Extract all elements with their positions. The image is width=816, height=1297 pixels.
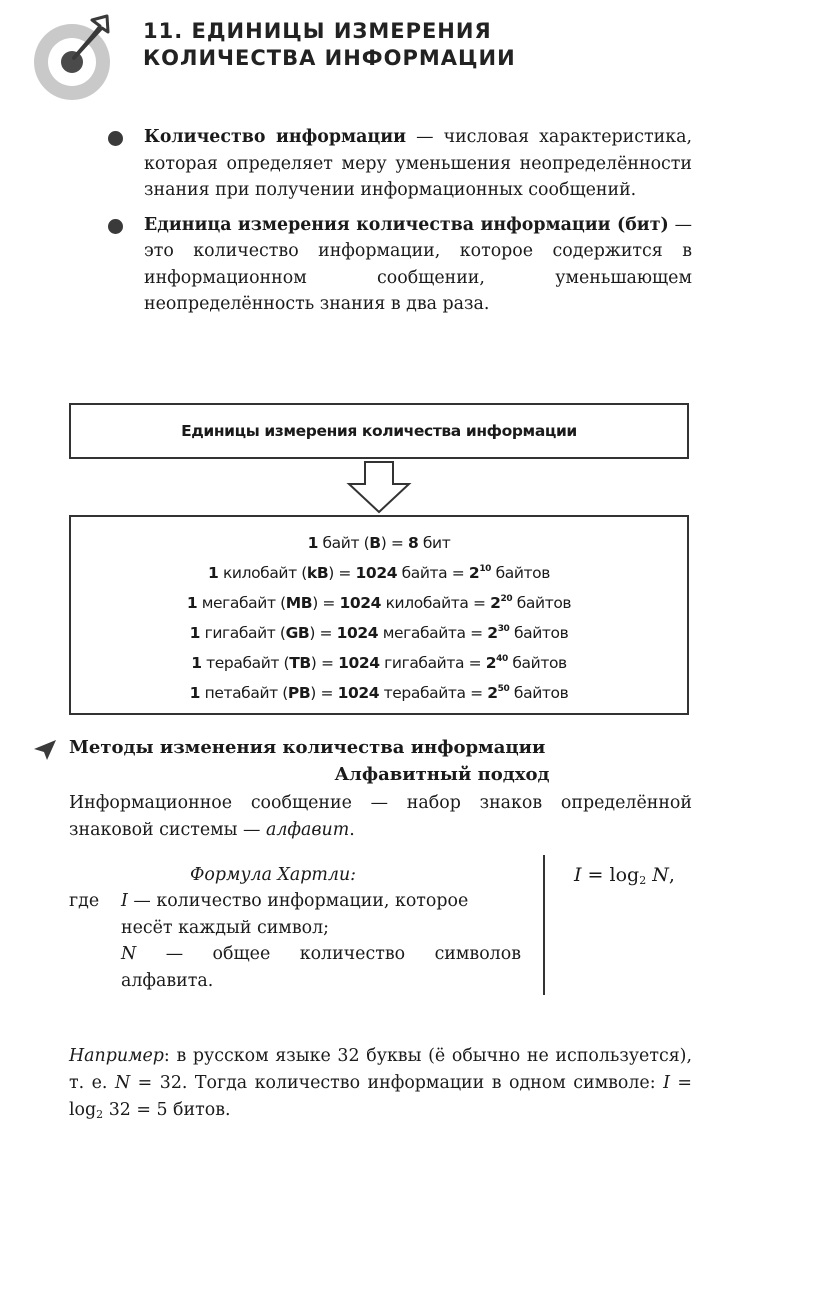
approach-heading: Алфавитный подход bbox=[334, 764, 550, 785]
definition-item bbox=[108, 124, 692, 204]
unit-row-terabyte: 1 терабайт (TB) = 1024 гигабайта = $2^{40}$ байтов bbox=[191, 654, 567, 672]
unit-row-petabyte: 1 петабайт (PB) = 1024 терабайта = $2^{50}$ байтов bbox=[189, 684, 569, 702]
definition-text: — числовая характеристика, которая определяет меру уменьшения неопределённости знания при получении информационных сообщений. bbox=[144, 127, 692, 200]
definition-term: Единица измерения количества информации (бит) bbox=[144, 214, 669, 235]
definition-item bbox=[108, 212, 692, 318]
formula-divider bbox=[543, 855, 545, 995]
example-paragraph: Например: в русском языке 32 буквы (ё обычно не используется), т. е. N = 32. Тогда количество информации в одном символе: $I = \log_2 32 = 5$ битов. bbox=[69, 1046, 693, 1121]
unit-row-megabyte: 1 мегабайт (MB) = 1024 килобайта = $2^{20}$ байтов bbox=[186, 594, 572, 612]
units-title-box bbox=[69, 403, 689, 459]
title-line-2: КОЛИЧЕСТВА ИНФОРМАЦИИ bbox=[143, 46, 516, 70]
pointer-arrow-icon bbox=[33, 739, 57, 761]
hartley-formula: $I = \log_2 N$, bbox=[574, 864, 675, 887]
units-table bbox=[69, 515, 689, 715]
methods-heading: Методы изменения количества информации bbox=[69, 737, 546, 758]
formula-caption: Формула Хартли: bbox=[190, 865, 357, 885]
unit-row-kilobyte: 1 килобайт (kB) = 1024 байта = $2^{10}$ байтов bbox=[208, 564, 550, 582]
bullet-dot-icon bbox=[108, 131, 123, 146]
bullet-dot-icon bbox=[108, 219, 123, 234]
definition-list bbox=[108, 124, 692, 326]
unit-row-gigabyte: 1 гигабайт (GB) = 1024 мегабайта = $2^{30}$ байтов bbox=[189, 624, 569, 642]
where-word: где bbox=[69, 891, 100, 911]
units-title: Единицы измерения количества информации bbox=[181, 422, 577, 440]
target-arrow-icon bbox=[30, 12, 122, 104]
variable-definition-n: N — общее количество символов алфавита. bbox=[121, 944, 521, 991]
page-title bbox=[143, 18, 516, 72]
definition-term: Количество информации bbox=[144, 127, 407, 147]
variable-definition-i: I — количество информации, которое несёт каждый символ; bbox=[121, 891, 469, 938]
title-line-1: 11. ЕДИНИЦЫ ИЗМЕРЕНИЯ bbox=[143, 19, 492, 43]
down-arrow-icon bbox=[346, 460, 412, 514]
unit-row-byte: 1 байт (B) = 8 бит bbox=[307, 534, 451, 552]
definition-text: — это количество информации, которое содержится в информационном сообщении, уменьшающем неопределённость знания в два раза. bbox=[144, 214, 692, 314]
alphabet-paragraph: Информационное сообщение — набор знаков определённой знаковой системы — алфавит. bbox=[69, 793, 692, 840]
